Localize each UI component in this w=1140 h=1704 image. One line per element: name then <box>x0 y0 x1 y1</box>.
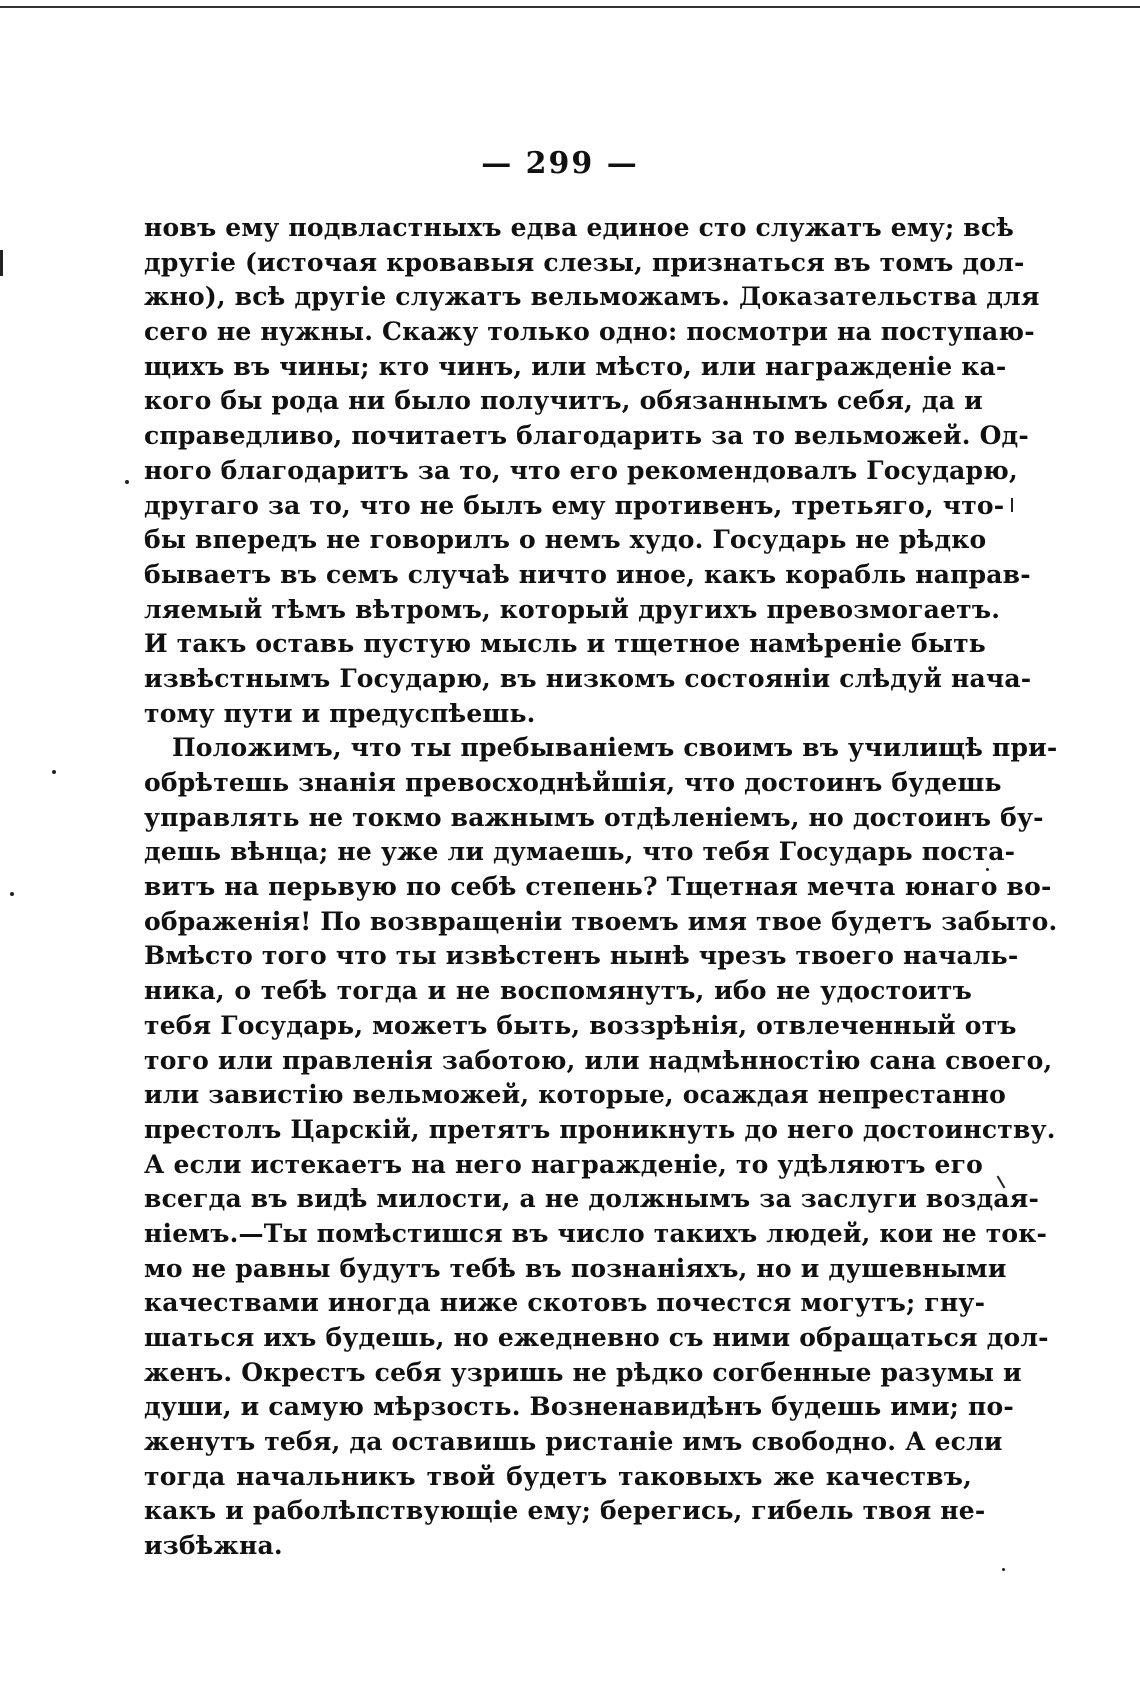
text-line: какъ и раболѣпствующіе ему; берегись, гибель твоя не- <box>144 1496 986 1526</box>
scan-speck <box>52 770 56 774</box>
text-line: женъ. Окрестъ себя узришь не рѣдко согбенные разумы и <box>144 1357 1022 1387</box>
text-line: кого бы рода ни было получитъ, обязаннымъ себя, да и <box>144 386 983 416</box>
text-line: Вмѣсто того что ты извѣстенъ нынѣ чрезъ твоего началь- <box>144 941 1019 971</box>
text-line: тебя Государь, можетъ быть, воззрѣнія, отвлеченный отъ <box>144 1010 1017 1040</box>
scan-mark <box>1011 498 1013 512</box>
scan-speck <box>1002 1568 1005 1571</box>
text-line: другіе (источая кровавыя слезы, признаться въ томъ дол- <box>144 247 1025 277</box>
text-line: престолъ Царскій, претятъ проникнуть до него достоинству. <box>144 1114 1056 1144</box>
text-line: щихъ въ чины; кто чинъ, или мѣсто, или награжденіе ка- <box>144 351 1007 381</box>
text-line: ного благодаритъ за то, что его рекомендовалъ Государю, <box>144 455 1018 485</box>
scan-speck <box>986 868 989 871</box>
text-line: ляемый тѣмъ вѣтромъ, который другихъ превозмогаетъ. <box>144 594 1001 624</box>
text-line: бы впередъ не говорилъ о немъ худо. Государь не рѣдко <box>144 525 987 555</box>
text-line: души, и самую мѣрзость. Возненавидѣнъ будешь ими; по- <box>144 1392 1014 1422</box>
text-line: мо не равны будутъ тебѣ въ познаніяхъ, но и душевными <box>144 1253 1007 1283</box>
text-line: или завистію вельможей, которые, осаждая непрестанно <box>144 1080 1006 1110</box>
text-line: женутъ тебя, да оставишь ристаніе имъ свободно. А если <box>144 1427 1003 1457</box>
text-line: И такъ оставь пустую мысль и тщетное намѣреніе быть <box>144 629 986 659</box>
text-line: Положимъ, что ты пребываніемъ своимъ въ училищѣ при- <box>172 733 1058 763</box>
body-text <box>144 211 1058 1564</box>
text-line: избѣжна. <box>144 1531 283 1561</box>
text-line: А если истекаетъ на него награжденіе, то удѣляютъ его <box>144 1149 983 1179</box>
page-number: — 299 — <box>481 146 639 181</box>
text-line: дешь вѣнца; не уже ли думаешь, что тебя Государь поста- <box>144 837 1016 867</box>
paragraph-2 <box>144 731 1058 1564</box>
text-line: жно), всѣ другіе служатъ вельможамъ. Доказательства для <box>144 282 1040 312</box>
text-line: того или правленія заботою, или надмѣнностію сана своего, <box>144 1045 1053 1075</box>
paragraph-1 <box>144 211 1040 731</box>
text-line: управлять не токмо важнымъ отдѣленіемъ, но достоинъ бу- <box>144 802 1044 832</box>
text-line: ника, о тебѣ тогда и не воспомянутъ, ибо не удостоитъ <box>144 976 972 1006</box>
top-edge-rule <box>0 6 1140 8</box>
scan-mark <box>0 250 3 276</box>
text-line: витъ на перьвую по себѣ степень? Тщетная мечта юнаго во- <box>144 872 1052 902</box>
text-line: извѣстнымъ Государю, въ низкомъ состояніи слѣдуй нача- <box>144 663 1032 693</box>
text-line: новъ ему подвластныхъ едва единое сто служатъ ему; всѣ <box>144 213 1015 242</box>
text-line: шаться ихъ будешь, но ежедневно съ ними обращаться дол- <box>144 1323 1049 1352</box>
text-line: сего не нужны. Скажу только одно: посмотри на поступаю- <box>144 317 1035 347</box>
text-line: ображенія! По возвращеніи твоемъ имя твое будетъ забыто. <box>144 906 1058 936</box>
text-line: ніемъ.—Ты помѣстишся въ число такихъ людей, кои не ток- <box>144 1218 1048 1248</box>
text-line: справедливо, почитаетъ благодарить за то вельможей. Од- <box>144 421 1029 451</box>
scan-speck <box>10 892 14 896</box>
text-line: всегда въ видѣ милости, а не должнымъ за заслуги воздая- <box>144 1184 1040 1214</box>
text-line: обрѣтешь знанія превосходнѣйшія, что достоинъ будешь <box>144 768 1002 797</box>
text-line: тогда начальникъ твой будетъ таковыхъ же качествъ, <box>144 1461 972 1491</box>
scan-speck <box>125 480 129 484</box>
text-line: другаго за то, что не былъ ему противенъ, третьяго, что- <box>144 490 1005 520</box>
text-line: тому пути и предуспѣешь. <box>144 698 536 728</box>
text-line: бываетъ въ семъ случаѣ ничто иное, какъ корабль направ- <box>144 559 1031 589</box>
text-line: качествами иногда ниже скотовъ почестся могутъ; гну- <box>144 1288 986 1318</box>
